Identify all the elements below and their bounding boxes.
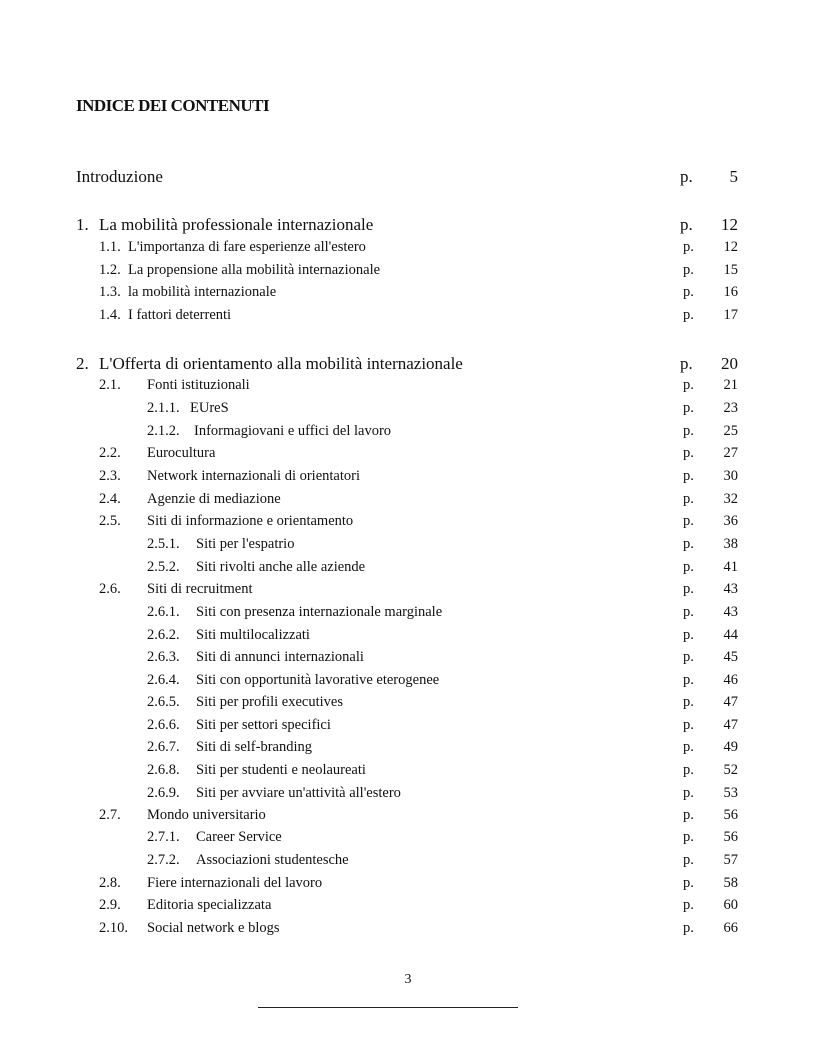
toc-entry-page: 47	[723, 717, 738, 733]
toc-entry-number: 2.6.8.	[147, 762, 180, 778]
toc-entry-number: 2.1.	[99, 377, 121, 393]
toc-entry-p: p.	[683, 920, 694, 936]
toc-entry-number: 1.2.	[99, 262, 121, 278]
toc-entry-p: p.	[683, 581, 694, 597]
toc-entry-p: p.	[683, 284, 694, 300]
toc-entry[interactable]	[0, 875, 816, 897]
page-number: 3	[404, 972, 412, 987]
toc-entry-p: p.	[683, 262, 694, 278]
toc-entry-text: Eurocultura	[147, 445, 216, 461]
toc-entry-p: p.	[683, 239, 694, 255]
toc-entry-number: 2.6.1.	[147, 604, 180, 620]
toc-entry-text: La propensione alla mobilità internazionale	[128, 262, 381, 278]
toc-entry-text: Siti di informazione e orientamento	[147, 513, 354, 529]
toc-entry-p: p.	[683, 445, 694, 461]
toc-entry-p: p.	[683, 852, 694, 868]
toc-entry-page: 30	[723, 468, 738, 484]
toc-entry[interactable]	[0, 377, 816, 399]
toc-entry[interactable]	[0, 627, 816, 649]
toc-entry-text: I fattori deterrenti	[128, 307, 232, 323]
toc-entry[interactable]	[0, 717, 816, 739]
toc-entry-p: p.	[683, 513, 694, 529]
toc-entry-page: 43	[723, 604, 738, 620]
toc-entry-number: 2.6.4.	[147, 672, 180, 688]
toc-entry-p: p.	[683, 307, 694, 323]
toc-entry-number: 2.2.	[99, 445, 121, 461]
toc-entry-text: Agenzie di mediazione	[147, 491, 281, 507]
toc-entry-p: p.	[683, 785, 694, 801]
toc-entry-p: p.	[683, 897, 694, 913]
toc-entry-p: p.	[683, 559, 694, 575]
toc-entry-text: Siti multilocalizzati	[196, 627, 310, 643]
toc-entry[interactable]	[0, 897, 816, 919]
toc-entry-number: 2.6.6.	[147, 717, 180, 733]
toc-entry-text: Siti di self-branding	[196, 739, 312, 755]
toc-entry-number: 2.6.7.	[147, 739, 180, 755]
toc-entry[interactable]	[0, 604, 816, 626]
toc-entry-page: 66	[723, 920, 738, 936]
toc-entry[interactable]	[0, 423, 816, 445]
toc-entry-page: 20	[721, 354, 738, 373]
toc-entry-page: 5	[729, 167, 738, 186]
toc-entry-p: p.	[683, 468, 694, 484]
toc-entry-p: p.	[683, 536, 694, 552]
toc-entry-text: Siti per avviare un'attività all'estero	[196, 785, 401, 801]
toc-title: INDICE DEI CONTENUTI	[76, 96, 270, 115]
toc-entry-p: p.	[683, 829, 694, 845]
toc-entry-number: 2.5.	[99, 513, 121, 529]
toc-entry-text: Siti di recruitment	[147, 581, 253, 597]
toc-entry[interactable]	[0, 920, 816, 942]
toc-entry-text: Siti per l'espatrio	[196, 536, 295, 552]
toc-entry-text: L'importanza di fare esperienze all'estero	[128, 239, 366, 255]
toc-entry-text: Informagiovani e uffici del lavoro	[194, 423, 392, 439]
toc-entry-text: Introduzione	[76, 167, 163, 186]
toc-entry[interactable]	[0, 284, 816, 306]
toc-entry[interactable]	[0, 559, 816, 581]
toc-entry-page: 52	[723, 762, 738, 778]
toc-entry-page: 21	[723, 377, 738, 393]
toc-entry-p: p.	[683, 377, 694, 393]
toc-entry-p: p.	[680, 215, 693, 234]
toc-entry-number: 2.6.5.	[147, 694, 180, 710]
toc-entry-number: 2.6.	[99, 581, 121, 597]
toc-entry[interactable]	[0, 215, 816, 237]
toc-entry[interactable]	[0, 649, 816, 671]
toc-entry-page: 12	[721, 215, 738, 234]
toc-entry-number: 2.7.	[99, 807, 121, 823]
toc-entry-page: 47	[723, 694, 738, 710]
toc-entry-page: 23	[723, 400, 738, 416]
toc-entry-text: Siti con opportunità lavorative eterogenee	[196, 672, 440, 688]
toc-entry-number: 1.	[76, 215, 89, 234]
toc-entry-text: Network internazionali di orientatori	[147, 468, 360, 484]
toc-entry-page: 17	[723, 307, 738, 323]
toc-entry-page: 32	[723, 491, 738, 507]
toc-entry-number: 2.1.1.	[147, 400, 180, 416]
toc-entry[interactable]	[0, 852, 816, 874]
toc-entry-p: p.	[683, 627, 694, 643]
toc-entry-page: 57	[723, 852, 738, 868]
toc-entry-page: 53	[723, 785, 738, 801]
toc-entry-number: 2.4.	[99, 491, 121, 507]
toc-entry-text: Siti per studenti e neolaureati	[196, 762, 366, 778]
toc-entry-page: 56	[723, 829, 738, 845]
toc-entry-text: la mobilità internazionale	[128, 284, 277, 300]
toc-entry[interactable]	[0, 400, 816, 422]
toc-entry-p: p.	[683, 694, 694, 710]
toc-entry-p: p.	[683, 400, 694, 416]
toc-entry-text: Siti di annunci internazionali	[196, 649, 364, 665]
toc-entry-p: p.	[683, 672, 694, 688]
toc-entry-page: 46	[723, 672, 738, 688]
toc-entry[interactable]	[0, 829, 816, 851]
toc-entry-number: 2.6.3.	[147, 649, 180, 665]
toc-entry-text: EUreS	[190, 400, 229, 416]
toc-entry-p: p.	[683, 649, 694, 665]
footer-divider	[258, 1007, 518, 1008]
toc-entry[interactable]	[0, 672, 816, 694]
toc-entry[interactable]	[0, 468, 816, 490]
toc-entry-p: p.	[680, 167, 693, 186]
toc-entry-page: 58	[723, 875, 738, 891]
toc-entry-text: Fonti istituzionali	[147, 377, 250, 393]
toc-entry-text: Associazioni studentesche	[196, 852, 349, 868]
toc-entry-text: Siti con presenza internazionale marginale	[196, 604, 443, 620]
toc-entry[interactable]	[0, 167, 816, 189]
toc-entry-page: 27	[723, 445, 738, 461]
toc-entry-text: Mondo universitario	[147, 807, 266, 823]
toc-entry-text: Siti per profili executives	[196, 694, 343, 710]
toc-entry-page: 49	[723, 739, 738, 755]
toc-entry-number: 2.5.2.	[147, 559, 180, 575]
toc-entry-text: La mobilità professionale internazionale	[99, 215, 374, 234]
toc-entry-number: 2.1.2.	[147, 423, 180, 439]
toc-entry-number: 1.4.	[99, 307, 121, 323]
toc-entry-p: p.	[683, 875, 694, 891]
toc-entry-number: 2.6.2.	[147, 627, 180, 643]
toc-entry-p: p.	[683, 739, 694, 755]
toc-entry-page: 36	[723, 513, 738, 529]
toc-entry-page: 43	[723, 581, 738, 597]
toc-entry-page: 41	[723, 559, 738, 575]
toc-entry[interactable]	[0, 581, 816, 603]
toc-entry-number: 1.3.	[99, 284, 121, 300]
toc-entry-text: Fiere internazionali del lavoro	[147, 875, 323, 891]
toc-entry[interactable]	[0, 762, 816, 784]
toc-entry-number: 2.8.	[99, 875, 121, 891]
toc-entry-page: 16	[723, 284, 738, 300]
toc-entry-page: 12	[723, 239, 738, 255]
toc-entry-text: Social network e blogs	[147, 920, 280, 936]
toc-entry[interactable]	[0, 785, 816, 807]
toc-entry-page: 60	[723, 897, 738, 913]
toc-entry-number: 2.7.2.	[147, 852, 180, 868]
toc-entry[interactable]	[0, 262, 816, 284]
toc-entry-number: 2.7.1.	[147, 829, 180, 845]
toc-entry-p: p.	[683, 807, 694, 823]
toc-entry[interactable]	[0, 239, 816, 261]
toc-entry-number: 1.1.	[99, 239, 121, 255]
toc-entry[interactable]	[0, 694, 816, 716]
toc-entry[interactable]	[0, 739, 816, 761]
toc-entry-p: p.	[683, 717, 694, 733]
toc-entry-number: 2.9.	[99, 897, 121, 913]
toc-entry-page: 25	[723, 423, 738, 439]
toc-entry-text: L'Offerta di orientamento alla mobilità internazionale	[99, 354, 463, 373]
toc-entry-text: Siti per settori specifici	[196, 717, 331, 733]
toc-entry[interactable]	[0, 807, 816, 829]
toc-entry-p: p.	[683, 491, 694, 507]
toc-entry[interactable]	[0, 445, 816, 467]
toc-entry-page: 45	[723, 649, 738, 665]
toc-entry-p: p.	[683, 604, 694, 620]
toc-entry-p: p.	[683, 423, 694, 439]
toc-entry[interactable]	[0, 536, 816, 558]
toc-entry[interactable]	[0, 307, 816, 329]
toc-entry-number: 2.	[76, 354, 89, 373]
toc-entry[interactable]	[0, 354, 816, 376]
toc-entry-text: Editoria specializzata	[147, 897, 272, 913]
toc-entry-page: 44	[723, 627, 738, 643]
toc-entry[interactable]	[0, 513, 816, 535]
toc-entry-number: 2.10.	[99, 920, 128, 936]
toc-entry-number: 2.5.1.	[147, 536, 180, 552]
toc-entry-page: 56	[723, 807, 738, 823]
toc-entry-page: 15	[723, 262, 738, 278]
toc-entry-number: 2.3.	[99, 468, 121, 484]
toc-entry-page: 38	[723, 536, 738, 552]
toc-entry-number: 2.6.9.	[147, 785, 180, 801]
toc-entry-text: Career Service	[196, 829, 282, 845]
toc-entry-p: p.	[683, 762, 694, 778]
toc-entry[interactable]	[0, 491, 816, 513]
toc-entry-p: p.	[680, 354, 693, 373]
toc-entry-text: Siti rivolti anche alle aziende	[196, 559, 366, 575]
